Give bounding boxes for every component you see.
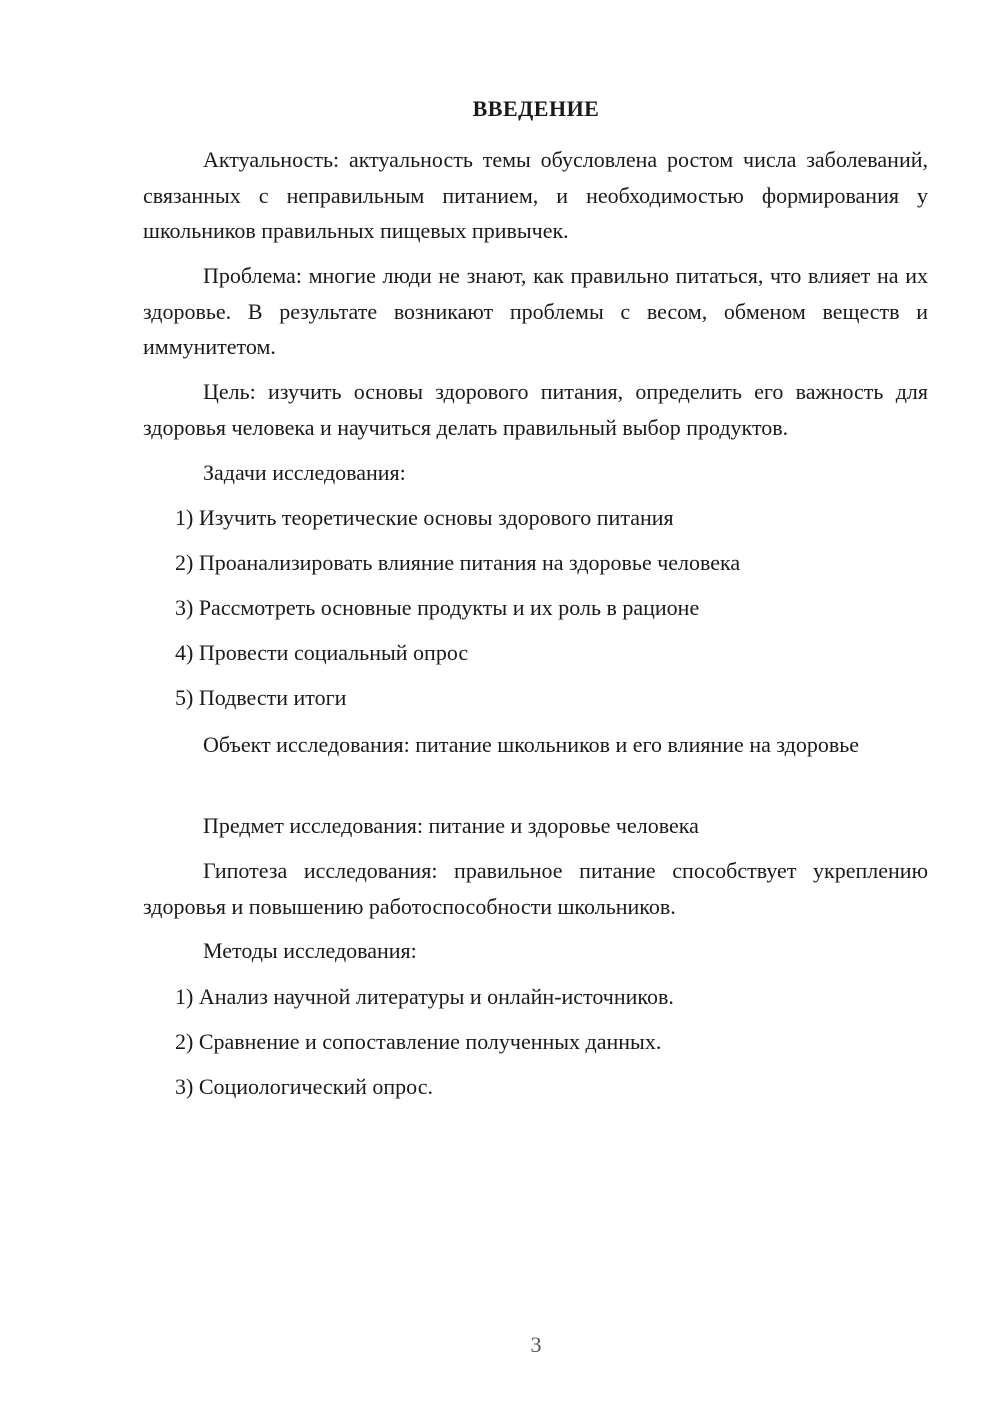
tasks-heading: Задачи исследования: [203, 460, 406, 485]
method-item-3: 3) Социологический опрос. [175, 1074, 433, 1099]
task-item-1: 1) Изучить теоретические основы здорового питания [175, 505, 674, 530]
task-item-3: 3) Рассмотреть основные продукты и их роль в рационе [175, 595, 700, 620]
task-item-4: 4) Провести социальный опрос [175, 640, 469, 665]
method-item-2: 2) Сравнение и сопоставление полученных данных. [175, 1029, 662, 1054]
page-title: ВВЕДЕНИЕ [472, 96, 600, 121]
paragraph-hypothesis: Гипотеза исследования: правильное питание способствует укреплению здоровья и повышению работоспособности школьников. [143, 858, 928, 919]
paragraph-subject: Предмет исследования: питание и здоровье человека [203, 813, 699, 838]
task-item-5: 5) Подвести итоги [175, 685, 347, 710]
task-item-2: 2) Проанализировать влияние питания на здоровье человека [175, 550, 741, 575]
paragraph-object: Объект исследования: питание школьников и его влияние на здоровье [203, 732, 860, 757]
page-number: 3 [530, 1332, 542, 1357]
paragraph-relevance: Актуальность: актуальность темы обусловлена ростом числа заболеваний, связанных с неправильным питанием, и необходимостью формирования у школьников правильных пищевых привычек. [143, 147, 928, 243]
methods-heading: Методы исследования: [203, 938, 417, 963]
paragraph-problem: Проблема: многие люди не знают, как правильно питаться, что влияет на их здоровье. В результате возникают проблемы с весом, обменом веществ и иммунитетом. [143, 263, 928, 359]
paragraph-goal: Цель: изучить основы здорового питания, определить его важность для здоровья человека и научиться делать правильный выбор продуктов. [143, 379, 928, 440]
method-item-1: 1) Анализ научной литературы и онлайн-источников. [175, 984, 674, 1009]
